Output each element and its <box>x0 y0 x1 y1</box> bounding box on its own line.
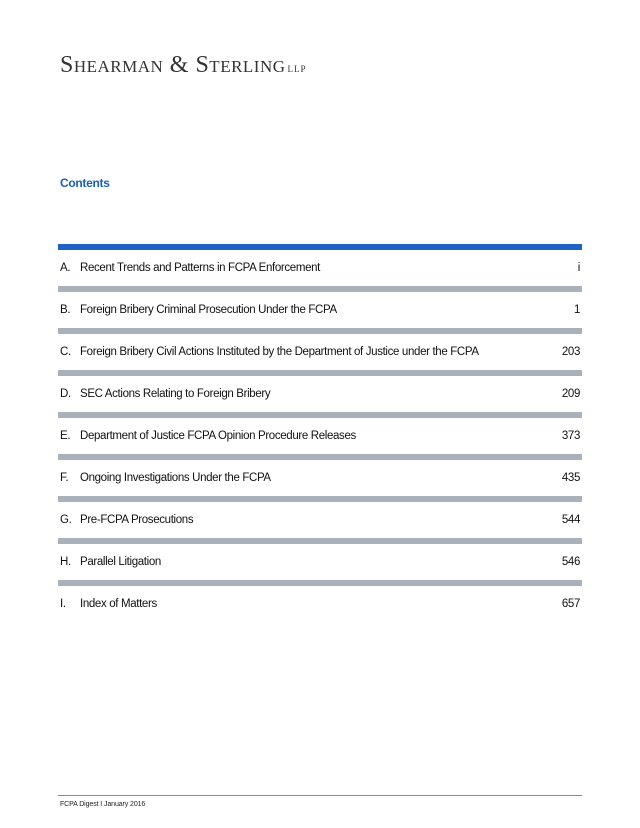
toc-entry-title: Foreign Bribery Criminal Prosecution Under the FCPA <box>80 304 337 316</box>
toc-entry-title: SEC Actions Relating to Foreign Bribery <box>80 388 271 400</box>
toc-entry-title: Parallel Litigation <box>80 556 161 568</box>
toc-entry-h[interactable] <box>58 544 582 580</box>
toc-entry-title: Department of Justice FCPA Opinion Procedure Releases <box>80 430 356 442</box>
firm-logo-suffix: LLP <box>287 64 307 74</box>
footer-divider <box>58 795 582 796</box>
contents-heading: Contents <box>60 176 110 190</box>
toc-entry-f[interactable] <box>58 460 582 496</box>
toc-entry-letter: F. <box>60 472 69 484</box>
toc-entry-c[interactable] <box>58 334 582 370</box>
firm-logo <box>60 52 307 79</box>
page-footer: FCPA Digest I January 2016 <box>60 801 146 808</box>
toc-entry-e[interactable] <box>58 418 582 454</box>
table-of-contents <box>58 244 582 622</box>
toc-entry-d[interactable] <box>58 376 582 412</box>
firm-logo-text: Shearman & Sterling <box>60 52 286 78</box>
toc-entry-letter: G. <box>60 514 72 526</box>
toc-entry-title: Index of Matters <box>80 598 157 610</box>
toc-entry-page: i <box>577 262 580 274</box>
toc-entry-g[interactable] <box>58 502 582 538</box>
toc-entry-b[interactable] <box>58 292 582 328</box>
toc-entry-page: 1 <box>573 304 580 316</box>
toc-entry-a[interactable] <box>58 250 582 286</box>
toc-entry-title: Ongoing Investigations Under the FCPA <box>80 472 271 484</box>
toc-entry-page: 435 <box>561 472 580 484</box>
toc-entry-letter: H. <box>60 556 71 568</box>
toc-entry-title: Recent Trends and Patterns in FCPA Enforcement <box>80 262 321 274</box>
toc-entry-page: 209 <box>561 388 580 400</box>
toc-entry-letter: I. <box>60 598 66 610</box>
toc-entry-letter: C. <box>60 346 71 358</box>
toc-entry-letter: A. <box>60 262 71 274</box>
toc-entry-letter: D. <box>60 388 71 400</box>
toc-entry-page: 657 <box>561 598 580 610</box>
toc-entry-page: 203 <box>561 346 580 358</box>
toc-entry-letter: E. <box>60 430 71 442</box>
toc-entry-page: 373 <box>561 430 580 442</box>
toc-entry-letter: B. <box>60 304 71 316</box>
toc-entry-i[interactable] <box>58 586 582 622</box>
toc-entry-page: 546 <box>561 556 580 568</box>
toc-entry-title: Foreign Bribery Civil Actions Instituted by the Department of Justice under the FCPA <box>80 346 479 358</box>
toc-entry-title: Pre-FCPA Prosecutions <box>80 514 194 526</box>
toc-entry-page: 544 <box>561 514 580 526</box>
